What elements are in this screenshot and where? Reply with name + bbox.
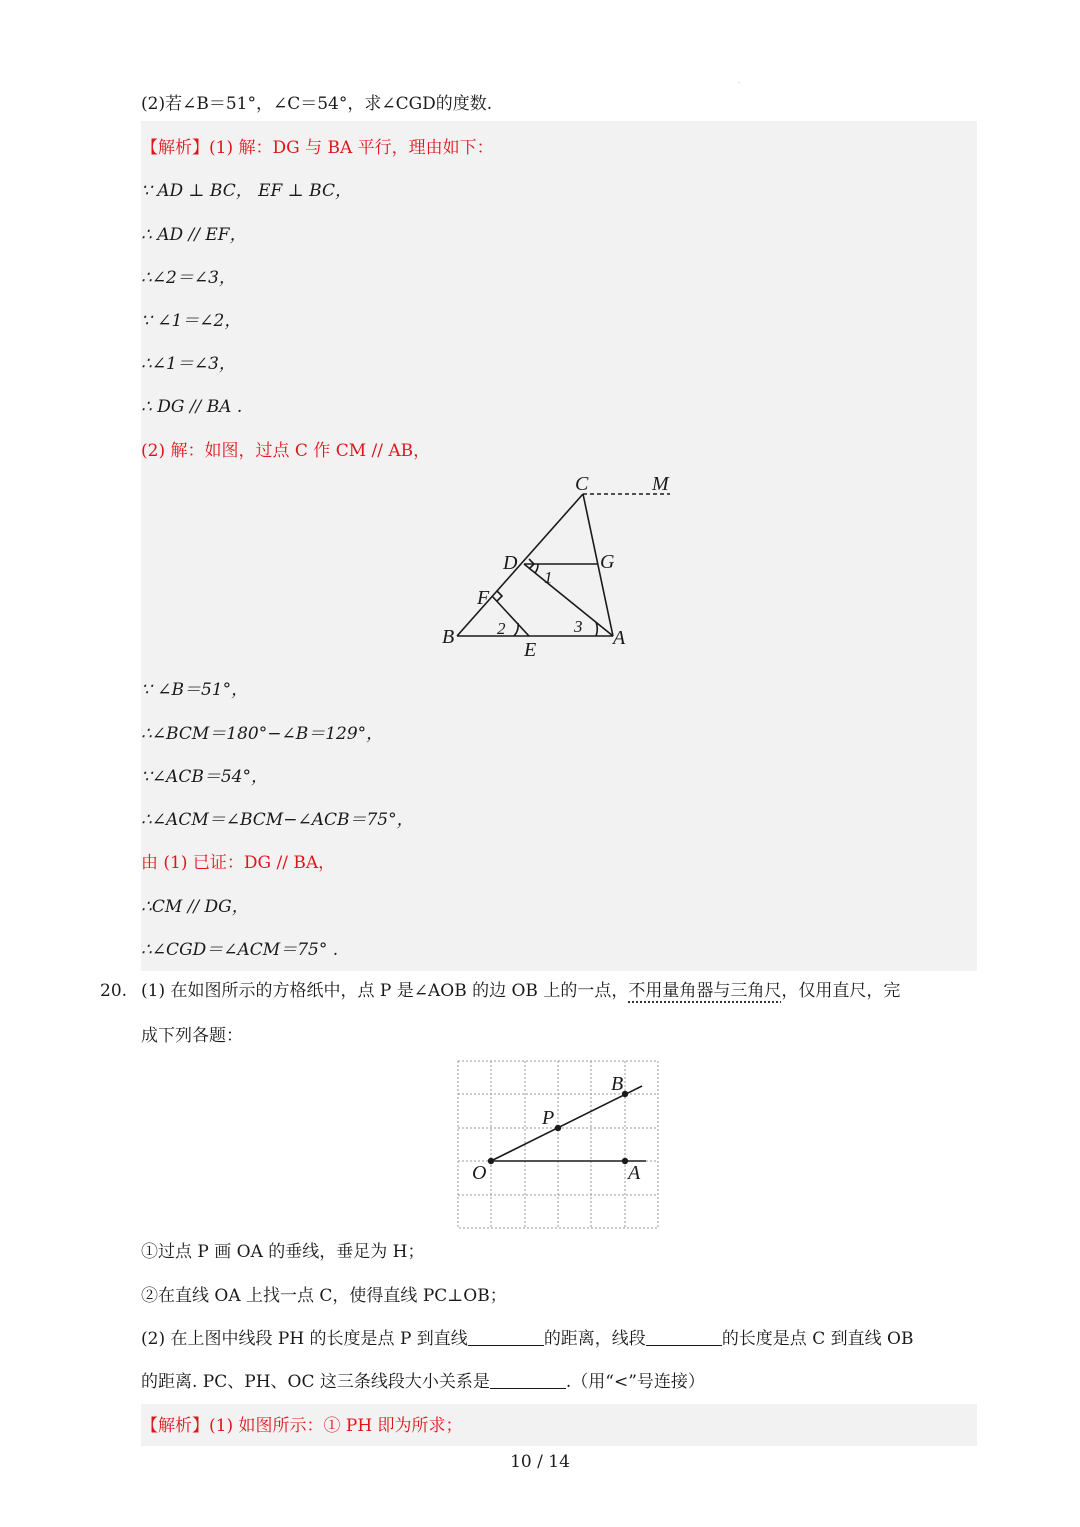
- analysis-label: 【解析】: [141, 1416, 209, 1436]
- label-f: F: [477, 587, 490, 609]
- q20-line2: 成下列各题：: [141, 1026, 243, 1046]
- part2-heading: (2) 解：如图，过点 C 作 CM // AB，: [141, 441, 431, 461]
- right-angle-f: [497, 591, 502, 601]
- segment-bc: [457, 494, 583, 636]
- point-p: [555, 1125, 561, 1131]
- label-d: D: [503, 552, 518, 574]
- q20-item1: ①过点 P 画 OA 的垂线，垂足为 H；: [141, 1242, 425, 1262]
- step-line: ∴CM // DG，: [141, 897, 249, 917]
- q20-part2-c: 的长度是点 C 到直线 OB: [721, 1329, 914, 1349]
- q20-line1: [141, 979, 900, 1003]
- q20-part2-b: 的距离，线段: [543, 1329, 646, 1349]
- label-b: B: [442, 626, 455, 648]
- step-line: ∵∠ACB＝54°，: [141, 767, 268, 787]
- step-line: ∵ AD ⊥ BC， EF ⊥ BC，: [141, 181, 352, 201]
- label-p: P: [542, 1107, 555, 1129]
- q20-part2-line1: [141, 1327, 913, 1351]
- step-line: ∴∠CGD＝∠ACM＝75° .: [141, 940, 339, 960]
- label-a: A: [613, 627, 626, 649]
- angle-label-1: 1: [544, 568, 553, 587]
- label-g: G: [600, 551, 615, 573]
- q20-part2-line2: [141, 1370, 705, 1394]
- q20-answer-line: [141, 1414, 463, 1438]
- step-line: ∴∠1＝∠3，: [141, 354, 236, 374]
- q20-line1-a: (1) 在如图所示的方格纸中，点 P 是∠AOB 的边 OB 上的一点，: [141, 981, 629, 1001]
- arc-1: [535, 564, 538, 573]
- q20-answer: (1) 如图所示：① PH 即为所求；: [209, 1416, 463, 1436]
- q2-prompt: (2)若∠B＝51°，∠C＝54°，求∠CGD的度数.: [141, 94, 493, 114]
- q20-line1-b: ，仅用直尺，完: [781, 981, 901, 1001]
- label-e: E: [524, 639, 537, 661]
- step-line: ∵ ∠1＝∠2，: [141, 311, 242, 331]
- step-line: ∴ AD // EF，: [141, 225, 247, 245]
- q20-part2-d: 的距离. PC、PH、OC 这三条线段大小关系是: [141, 1372, 490, 1392]
- q20-number: 20.: [100, 981, 128, 1001]
- answer-blank-3[interactable]: [490, 1370, 566, 1389]
- answer-blank-2[interactable]: [646, 1327, 722, 1346]
- part1-heading: (1) 解：DG 与 BA 平行，理由如下：: [209, 138, 494, 158]
- analysis-heading-1: [141, 136, 494, 160]
- q20-part2-e: .（用“<”号连接）: [565, 1372, 705, 1392]
- grid-figure: [450, 1055, 670, 1235]
- arc-3: [596, 622, 597, 636]
- step-line: ∴∠BCM＝180°−∠B＝129°，: [141, 724, 384, 744]
- q20-part2-a: (2) 在上图中线段 PH 的长度是点 P 到直线: [141, 1329, 468, 1349]
- angle-label-3: 3: [574, 617, 583, 636]
- page-number: 10 / 14: [510, 1452, 570, 1472]
- answer-blank-1[interactable]: [468, 1327, 544, 1346]
- step-line: ∴∠ACM＝∠BCM−∠ACB＝75°，: [141, 810, 414, 830]
- label-b2: B: [611, 1073, 624, 1095]
- label-o: O: [472, 1162, 487, 1184]
- step-line: ∵ ∠B＝51°，: [141, 680, 249, 700]
- q20-line1-dotted: 不用量角器与三角尺: [628, 981, 782, 1001]
- step-line: ∴∠2＝∠3，: [141, 268, 236, 288]
- point-o: [488, 1158, 494, 1164]
- arc-2: [514, 623, 518, 636]
- ray-ob: [491, 1086, 642, 1161]
- label-m: M: [652, 473, 669, 495]
- angle-label-2: 2: [497, 619, 506, 638]
- triangle-figure: [430, 465, 690, 665]
- label-c: C: [575, 473, 589, 495]
- q20-item2: ②在直线 OA 上找一点 C，使得直线 PC⊥OB；: [141, 1286, 507, 1306]
- step-line: 由 (1) 已证：DG // BA，: [141, 853, 336, 873]
- step-line: ∴ DG // BA .: [141, 397, 243, 417]
- analysis-label: 【解析】: [141, 138, 209, 158]
- label-a2: A: [628, 1162, 641, 1184]
- corner-mark: ·: [738, 80, 740, 87]
